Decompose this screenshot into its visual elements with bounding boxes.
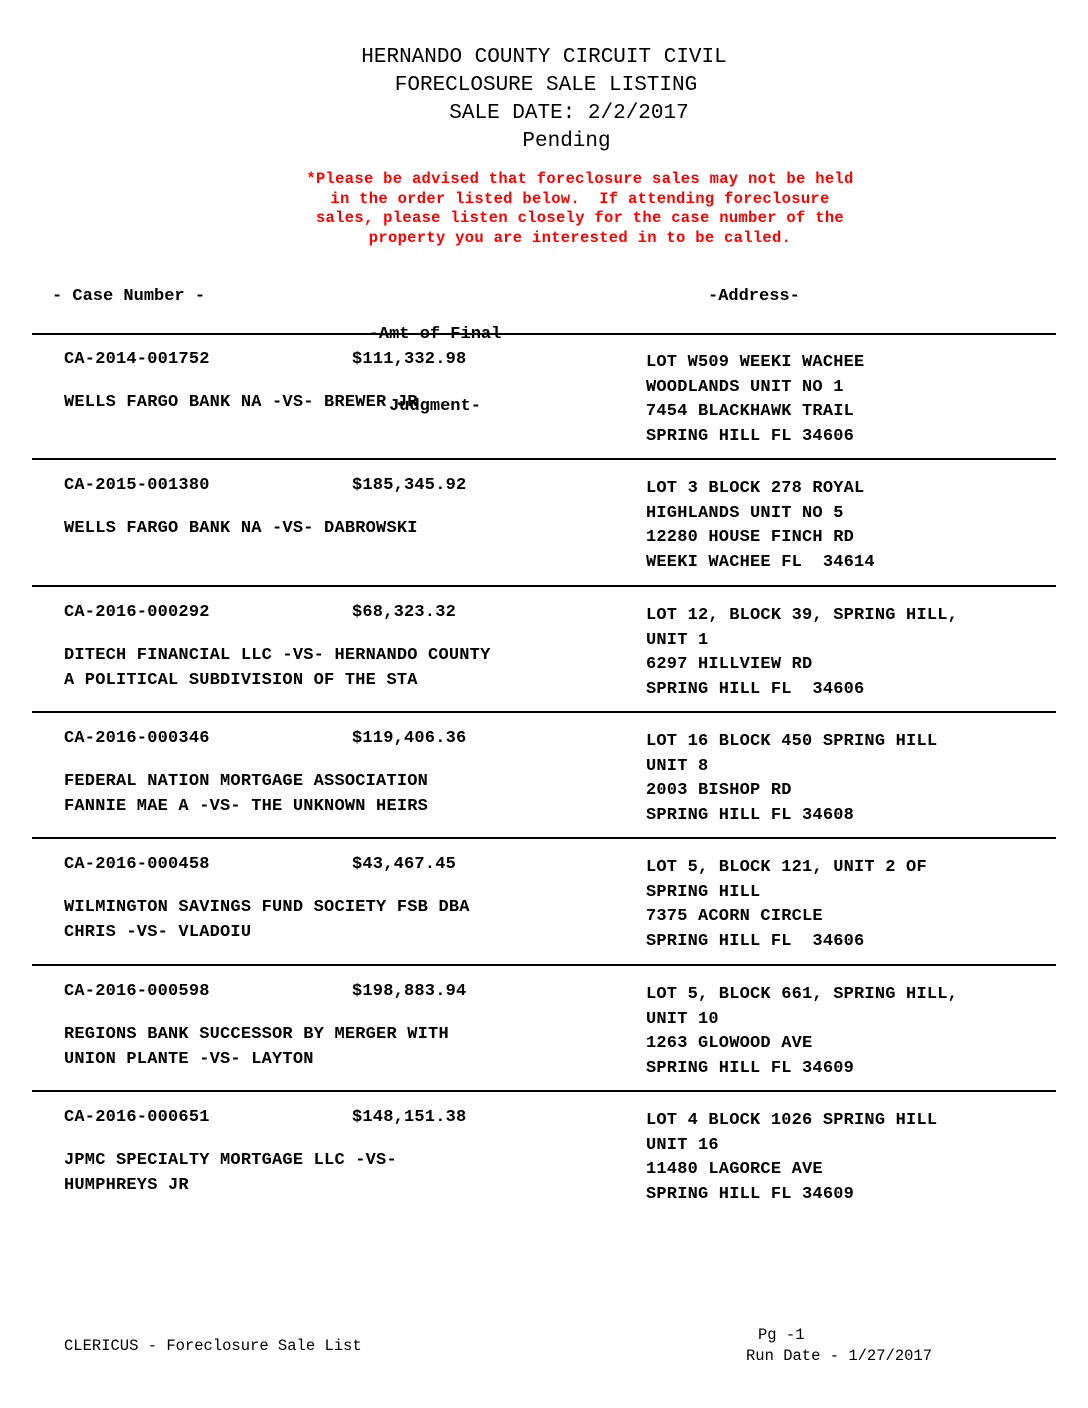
judgment-amount: $111,332.98 (352, 350, 467, 369)
address-line: 2003 BISHOP RD (646, 781, 792, 800)
judgment-amount: $148,151.38 (352, 1108, 467, 1127)
party-line: HUMPHREYS JR (64, 1175, 189, 1195)
address-line: SPRING HILL FL 34606 (646, 679, 865, 699)
address-line: 1263 GLOWOOD AVE (646, 1034, 813, 1053)
title-county: HERNANDO COUNTY CIRCUIT CIVIL (361, 46, 727, 69)
party-line: A POLITICAL SUBDIVISION OF THE STA (64, 670, 418, 690)
case-parties (64, 517, 418, 542)
case-row (0, 1092, 1088, 1218)
case-parties (64, 644, 490, 693)
column-header-amount-line1: -Amt of Final (368, 325, 502, 344)
address-line: LOT 3 BLOCK 278 ROYAL (646, 479, 865, 498)
footer-system-label: CLERICUS - Foreclosure Sale List (64, 1337, 362, 1355)
case-parties (64, 1023, 449, 1072)
party-line: FANNIE MAE A -VS- THE UNKNOWN HEIRS (64, 796, 429, 816)
party-line: WELLS FARGO BANK NA -VS- BREWER JR (64, 393, 418, 412)
notice-line: in the order listed below. If attending foreclosure (330, 189, 830, 208)
address-line: SPRING HILL FL 34606 (646, 931, 865, 951)
property-address (646, 351, 864, 449)
notice-line: *Please be advised that foreclosure sales may not be held (306, 170, 854, 188)
notice-line: sales, please listen closely for the case number of the (315, 209, 845, 228)
case-row (0, 966, 1088, 1092)
address-line: UNIT 16 (646, 1135, 719, 1155)
case-row (0, 713, 1088, 839)
document-title (0, 44, 1088, 156)
address-line: 6297 HILLVIEW RD (646, 655, 813, 674)
party-line: WELLS FARGO BANK NA -VS- DABROWSKI (64, 519, 418, 538)
advisory-notice (260, 170, 900, 248)
address-line: SPRING HILL FL 34606 (646, 426, 855, 446)
party-line: FEDERAL NATION MORTGAGE ASSOCIATION (64, 772, 429, 791)
judgment-amount: $185,345.92 (352, 476, 467, 495)
case-parties (64, 896, 470, 945)
property-address (646, 604, 958, 702)
address-line: SPRING HILL FL 34609 (646, 1184, 855, 1204)
column-header-case-number: - Case Number - (52, 287, 206, 306)
address-line: UNIT 1 (646, 630, 709, 650)
property-address (646, 856, 927, 954)
address-line: LOT 12, BLOCK 39, SPRING HILL, (646, 606, 959, 625)
judgment-amount: $119,406.36 (352, 729, 467, 748)
address-line: 7375 ACORN CIRCLE (646, 907, 823, 926)
address-line: LOT 5, BLOCK 121, UNIT 2 OF (646, 858, 927, 877)
case-row (0, 334, 1088, 460)
address-line: LOT 16 BLOCK 450 SPRING HILL (646, 732, 938, 751)
property-address (646, 730, 937, 828)
property-address (646, 477, 875, 575)
address-line: SPRING HILL FL 34609 (646, 1058, 855, 1078)
party-line: REGIONS BANK SUCCESSOR BY MERGER WITH (64, 1025, 449, 1044)
case-number: CA-2016-000346 (64, 729, 210, 748)
address-line: 7454 BLACKHAWK TRAIL (646, 402, 855, 421)
title-sale-date: SALE DATE: 2/2/2017 (449, 102, 689, 125)
property-address (646, 983, 958, 1081)
judgment-amount: $43,467.45 (352, 855, 457, 874)
address-line: LOT 4 BLOCK 1026 SPRING HILL (646, 1111, 938, 1130)
party-line: JPMC SPECIALTY MORTGAGE LLC -VS- (64, 1151, 397, 1170)
address-line: UNIT 8 (646, 756, 709, 776)
party-line: WILMINGTON SAVINGS FUND SOCIETY FSB DBA (64, 898, 470, 917)
address-line: SPRING HILL (646, 882, 761, 902)
case-number: CA-2016-000292 (64, 603, 210, 622)
column-header-amount-line2: Judgment- (389, 397, 481, 416)
notice-line: property you are interested in to be called. (368, 228, 792, 247)
case-row (0, 587, 1088, 713)
address-line: LOT 5, BLOCK 661, SPRING HILL, (646, 985, 959, 1004)
address-line: UNIT 10 (646, 1009, 719, 1029)
title-listing: FORECLOSURE SALE LISTING (394, 74, 698, 97)
case-number: CA-2016-000651 (64, 1108, 210, 1127)
party-line: UNION PLANTE -VS- LAYTON (64, 1049, 314, 1069)
case-row (0, 460, 1088, 586)
address-line: LOT W509 WEEKI WACHEE (646, 353, 865, 372)
case-number: CA-2014-001752 (64, 350, 210, 369)
column-header-address: -Address- (708, 287, 800, 306)
case-number: CA-2016-000598 (64, 982, 210, 1001)
address-line: 11480 LAGORCE AVE (646, 1160, 823, 1179)
case-parties (64, 391, 418, 416)
case-number: CA-2015-001380 (64, 476, 210, 495)
party-line: DITECH FINANCIAL LLC -VS- HERNANDO COUNTY (64, 646, 491, 665)
case-parties (64, 770, 428, 819)
address-line: WEEKI WACHEE FL 34614 (646, 552, 875, 572)
address-line: HIGHLANDS UNIT NO 5 (646, 503, 844, 523)
address-line: SPRING HILL FL 34608 (646, 805, 855, 825)
party-line: CHRIS -VS- VLADOIU (64, 922, 252, 942)
judgment-amount: $198,883.94 (352, 982, 467, 1001)
address-line: 12280 HOUSE FINCH RD (646, 528, 855, 547)
case-parties (64, 1149, 397, 1198)
footer-run-date: Run Date - 1/27/2017 (746, 1347, 933, 1365)
case-number: CA-2016-000458 (64, 855, 210, 874)
case-row (0, 839, 1088, 965)
property-address (646, 1109, 937, 1207)
address-line: WOODLANDS UNIT NO 1 (646, 377, 844, 397)
judgment-amount: $68,323.32 (352, 603, 457, 622)
title-status: Pending (522, 130, 611, 153)
footer-page-number: Pg -1 (758, 1326, 805, 1344)
